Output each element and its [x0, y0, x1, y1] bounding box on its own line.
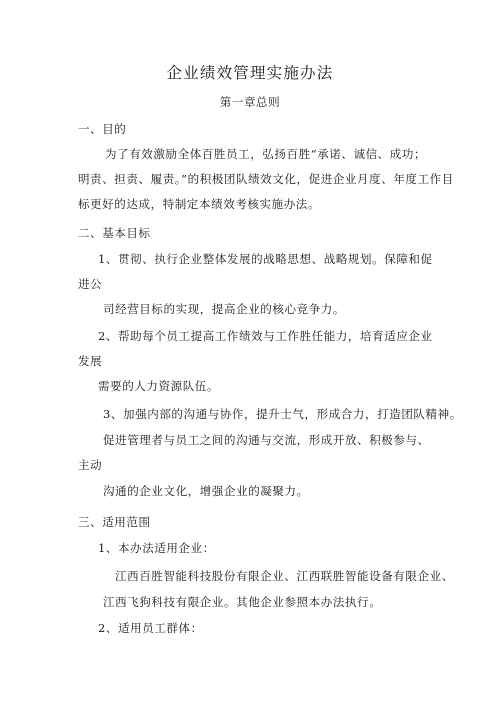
list-item-line: 发展 [78, 354, 103, 368]
list-item-line: 2、适用员工群体： [98, 621, 203, 635]
section-heading-purpose: 一、目的 [78, 122, 127, 136]
section-heading-goals: 二、基本目标 [78, 226, 151, 240]
list-item-line: 需要的人力资源队伍。 [98, 379, 219, 393]
section-heading-scope: 三、适用范围 [78, 515, 151, 529]
list-item-line: 1、贯彻、执行企业整体发展的战略思想、战略规划。保障和促 [98, 252, 433, 266]
list-item-line: 江西百胜智能科技股份有限企业、江西联胜智能设备有限企业、 [115, 569, 454, 583]
list-item-line: 司经营目标的实现，提高企业的核心竞争力。 [103, 302, 345, 316]
list-item-line: 促进管理者与员工之间的沟通与交流，形成开放、积极参与、 [103, 433, 430, 447]
list-item-line: 3、加强内部的沟通与协作，提升士气，形成合力，打造团队精神。 [103, 407, 462, 421]
paragraph-line: 明责、担责、履责。”的积极团队绩效文化，促进企业月度、年度工作目 [78, 172, 454, 186]
list-item-line: 沟通的企业文化，增强企业的凝聚力。 [103, 484, 309, 498]
list-item-line: 进公 [78, 277, 103, 291]
paragraph-line: 标更好的达成，特制定本绩效考核实施办法。 [78, 197, 320, 211]
list-item-line: 2、帮助每个员工提高工作绩效与工作胜任能力，培育适应企业 [98, 329, 433, 343]
list-item-line: 江西飞狗科技有限企业。其他企业参照本办法执行。 [103, 595, 382, 609]
paragraph-line: 为了有效激励全体百胜员工，弘扬百胜“承诺、诚信、成功； [105, 147, 427, 161]
list-item-line: 1、本办法适用企业： [98, 541, 215, 555]
list-item-line: 主动 [78, 458, 103, 472]
chapter-heading: 第一章总则 [219, 95, 281, 109]
document-title: 企业绩效管理实施办法 [166, 64, 334, 82]
